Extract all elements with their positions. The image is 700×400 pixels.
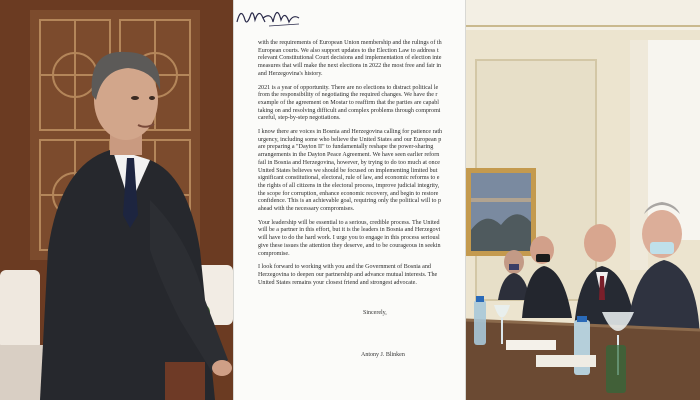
right-photo — [466, 0, 700, 400]
left-photo — [0, 0, 233, 400]
signature-image — [233, 0, 303, 30]
letter-paragraph: 2021 is a year of opportunity. There are no elections to distract political le from the responsibility of negotiating the required changes. We have the r example of the agreement on Mostar to reaffirm that the parties are capabl taking on and resolving difficult and complex problems through compromi careful, step-by-step negotiations. — [258, 84, 441, 122]
signer-name: Antony J. Blinken — [361, 352, 405, 358]
man-in-suit-illustration — [0, 0, 233, 400]
meeting-illustration — [466, 0, 700, 400]
letter-paragraph: Your leadership will be essential to a serious, credible process. The United will be a partner in this effort, but it is the leaders in Bosnia and Herzegovi will have to do the hard work. I urge you to engage in this process seriousl give these issues the attention they deserve, and to be courageous in seekin compromise. — [258, 219, 441, 257]
letter-paragraph: I know there are voices in Bosnia and Herzegovina calling for patience rath urgency, including some who believe the United States and our European p are preparing a "Dayton II" to fundamentally reshape the power-sharing arrangements in the Dayton Peace Agreement. We have seen earlier reforn fail in Bosnia and Herzegovina, however, by trying to do too much at once United States believes we should be focused on implementing limited but significant constitutional, electoral, rule of law, and economic reforms to e the rights of all citizens in the electoral process, improve judicial integrity, the scope for corruption, enhance economic recovery, and begin to restore confidence. This is an achievable goal, requiring only the political will to p ahead with the necessary compromises. — [258, 129, 443, 213]
letter-paragraph: I look forward to working with you and the Government of Bosnia and Herzegovina to deepen our partnership and advance mutual interests. The United States remains your closest friend and strongest advocate. — [258, 264, 438, 286]
letter-closing: Sincerely, — [363, 310, 387, 316]
letter-document — [233, 0, 466, 400]
letter-body — [258, 40, 466, 293]
letter-paragraph: with the requirements of European Union membership and the rulings of th European courts. We also support updates to the Election Law to address t relevant Constitutional Court decisions and implementation of election inte measures that will make the next elections in 2022 the most free and fair in and Herzegovina's history. — [258, 40, 442, 77]
